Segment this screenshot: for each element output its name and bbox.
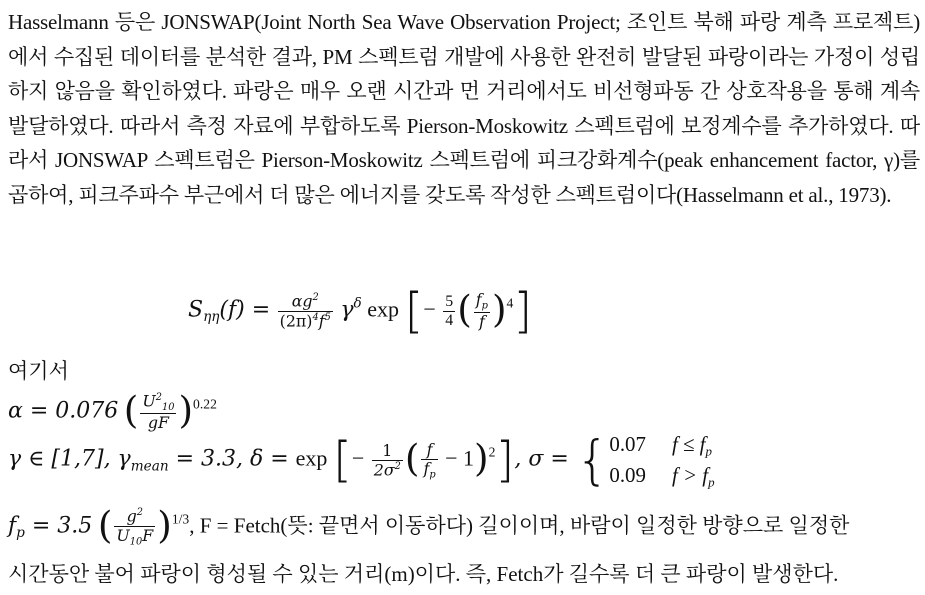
f-num: f [421, 441, 437, 460]
sigma-num: 1 [372, 442, 403, 461]
fp-den: U [116, 525, 130, 545]
eq-frac-den-sup1: 4 [312, 311, 319, 323]
eq-coef [443, 293, 455, 330]
gamma-equation: γ ∈ [1,7], $\gamma_{mean} = 3.3$, δ = exp [− $\frac{1}{2\sigma^2}$ ( $\frac{f}{f_p}$ − 1)$^2$], σ = { 0.07 $f \le f_p$ 0.09 $f > f_p$ [8, 430, 732, 491]
fp-lhs-sub: p [16, 525, 25, 542]
eq-fraction [278, 292, 333, 330]
eq-frac-den-f: f [318, 311, 325, 331]
alpha-num-sup: 2 [155, 392, 162, 404]
case2-val: 0.09 [609, 462, 646, 487]
eq-frac-den-sup2: 5 [324, 311, 331, 323]
alpha-equation: α = 0.076 ( $\frac{U^2_{10}}{gF}$ )$^{0.22}$ [8, 388, 217, 433]
eq-lhs: S [188, 297, 204, 323]
sigma-den-sup: 2 [394, 460, 401, 472]
minus-one: − 1 [439, 445, 475, 471]
alpha-fraction [140, 392, 176, 432]
case2-sub: p [708, 474, 715, 490]
fp-num-sup: 2 [136, 507, 144, 519]
alpha-num-sub: 10 [161, 401, 175, 413]
fp-num: g [126, 506, 137, 526]
fp-lhs: f [8, 513, 17, 539]
eq-minus: − [423, 296, 436, 322]
case1-cond: f ≤ f [671, 432, 706, 457]
eq-arg: (f) = [219, 297, 271, 323]
where-label: 여기서 [8, 359, 69, 383]
gamma-exp: exp [295, 445, 328, 471]
eq-exp: exp [367, 296, 399, 322]
eq-delta: δ [353, 295, 362, 312]
alpha-lhs: α = 0.076 [8, 398, 119, 424]
eq-fp-sub: p [481, 300, 488, 312]
jonswap-equation: $S_{\eta\eta}(f)$ = $\frac{\alpha g^2}{(2\pi)^4f^5}$ $\gamma^\delta$ exp [− $\frac{5}{4}$ ( $\frac{f_p}{f}$ )$^4$] [188, 283, 533, 339]
eq-f: f [478, 312, 485, 332]
sigma-fraction [372, 442, 403, 480]
eq-coef-num: 5 [443, 293, 455, 312]
alpha-den: gF [147, 413, 169, 433]
fp-power: 1/3 [171, 511, 190, 527]
fp-den-tail: F [142, 525, 154, 545]
fp-fraction [114, 507, 155, 547]
alpha-power: 0.22 [193, 396, 217, 412]
eq-fp-over-f [474, 291, 490, 331]
gamma-range: γ ∈ [1,7], γ [8, 446, 131, 472]
eq-lhs-sub: ηη [203, 309, 220, 326]
case1-sub: p [705, 444, 712, 460]
eq-frac-den: (2π) [279, 311, 313, 331]
closing-line: 시간동안 불어 파랑이 형성될 수 있는 거리(m)이다. 즉, Fetch가 길수록 더 큰 파랑이 발생한다. [8, 562, 839, 586]
fp-eq: = 3.5 [24, 513, 93, 539]
gamma-power: 2 [488, 444, 496, 460]
gamma-mean-sub: mean [130, 458, 169, 475]
eq-gamma: γ [340, 297, 354, 323]
case1-val: 0.07 [609, 432, 646, 457]
alpha-num: U [142, 391, 156, 411]
eq-fp: f [475, 290, 482, 310]
gamma-minus: − [351, 445, 365, 471]
fp-den-sub: 10 [129, 536, 143, 548]
sigma-cases [609, 430, 732, 490]
eq-power: 4 [506, 295, 514, 311]
f-den-sub: p [429, 469, 436, 481]
fp-text: , F = Fetch(뜻: 끝면서 이동하다) 길이이며, 바람이 일정한 방향으로 일정한 [189, 513, 850, 538]
f-over-fp [421, 441, 437, 481]
f-den: f [423, 458, 430, 478]
gamma-mean-val: = 3.3, δ = [168, 446, 296, 472]
eq-coef-den: 4 [445, 311, 454, 329]
case2-cond: f > f [671, 462, 709, 487]
sigma-den: 2σ [373, 460, 395, 480]
eq-frac-num-sup: 2 [312, 292, 319, 304]
sigma-eq: , σ = [514, 446, 576, 472]
fp-equation: $f_p = 3.5$ ( $\frac{g^2}{U_{10}F}$ )$^{1/3}$, F = Fetch(뜻: 끝면서 이동하다) 길이이며, 바람이 일정한 방향으로 일정한 [8, 503, 850, 548]
eq-frac-num: αg [291, 291, 313, 311]
body-paragraph: Hasselmann 등은 JONSWAP(Joint North Sea Wave Observation Project; 조인트 북해 파랑 계측 프로젝트)에서 수집된 데이터를 분석한 결과, PM 스펙트럼 개발에 사용한 완전히 발달된 파랑이라는 가정이 성립하지 않음을 확인하였다. 파랑은 매우 오랜 시간과 먼 거리에서도 비선형파동 간 상호작용을 통해 계속 발달하였다. 따라서 측정 자료에 부합하도록 Pierson-Moskowitz 스펙트럼에 보정계수를 추가하였다. 따라서 JONSWAP 스펙트럼은 Pierson-Moskowitz 스펙트럼에 피크강화계수(peak enhancement factor, γ)를 곱하여, 피크주파수 부근에서 더 많은 에너지를 갖도록 작성한 스펙트럼이다(Hasselmann et al., 1973). [8, 10, 920, 207]
